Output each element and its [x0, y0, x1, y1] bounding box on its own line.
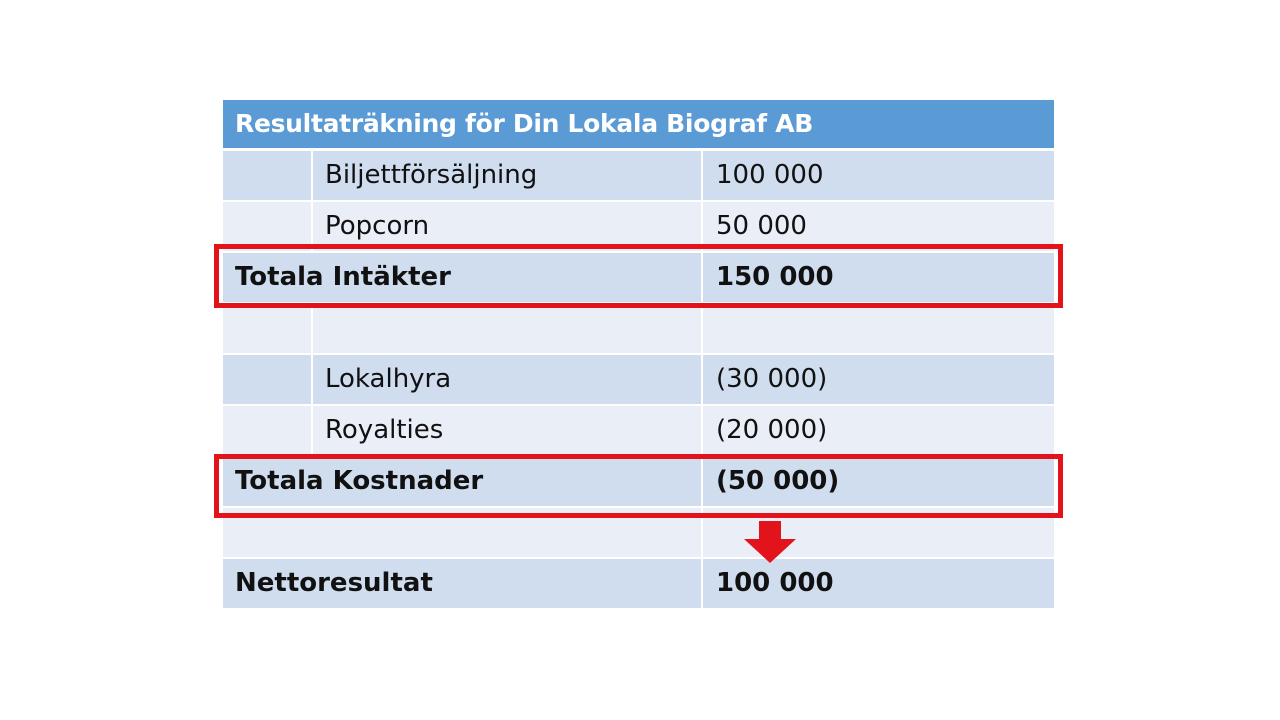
net-result-row: [223, 559, 1054, 608]
row-value: 50 000: [716, 211, 807, 241]
table-row: [223, 355, 1054, 406]
total-revenue-highlight-box: [214, 244, 1063, 308]
row-value: (50 000): [716, 466, 840, 496]
row-label: Biljettförsäljning: [313, 151, 703, 200]
total-costs-highlight-box: [214, 454, 1063, 518]
row-value: 100 000: [716, 568, 834, 598]
row-value: 150 000: [716, 262, 834, 292]
row-value: (20 000): [716, 415, 828, 445]
indent-cell: [223, 406, 313, 455]
row-label: Nettoresultat: [223, 559, 703, 608]
table-row: [223, 151, 1054, 202]
row-label: Totala Intäkter: [223, 253, 703, 302]
income-statement-table: [223, 100, 1054, 608]
row-label: Popcorn: [313, 202, 703, 251]
arrow-down-icon: [744, 521, 796, 563]
table-row: [223, 304, 1054, 355]
row-value: (30 000): [716, 364, 828, 394]
table-row: [223, 406, 1054, 457]
indent-cell: [223, 151, 313, 200]
indent-cell: [223, 355, 313, 404]
row-value: [703, 304, 1054, 353]
row-label: Royalties: [313, 406, 703, 455]
row-value: 100 000: [716, 160, 824, 190]
row-label: [313, 304, 703, 353]
row-label: Totala Kostnader: [223, 457, 703, 506]
table-title: Resultaträkning för Din Lokala Biograf AB: [223, 100, 1054, 151]
row-label: Lokalhyra: [313, 355, 703, 404]
indent-cell: [223, 304, 313, 353]
